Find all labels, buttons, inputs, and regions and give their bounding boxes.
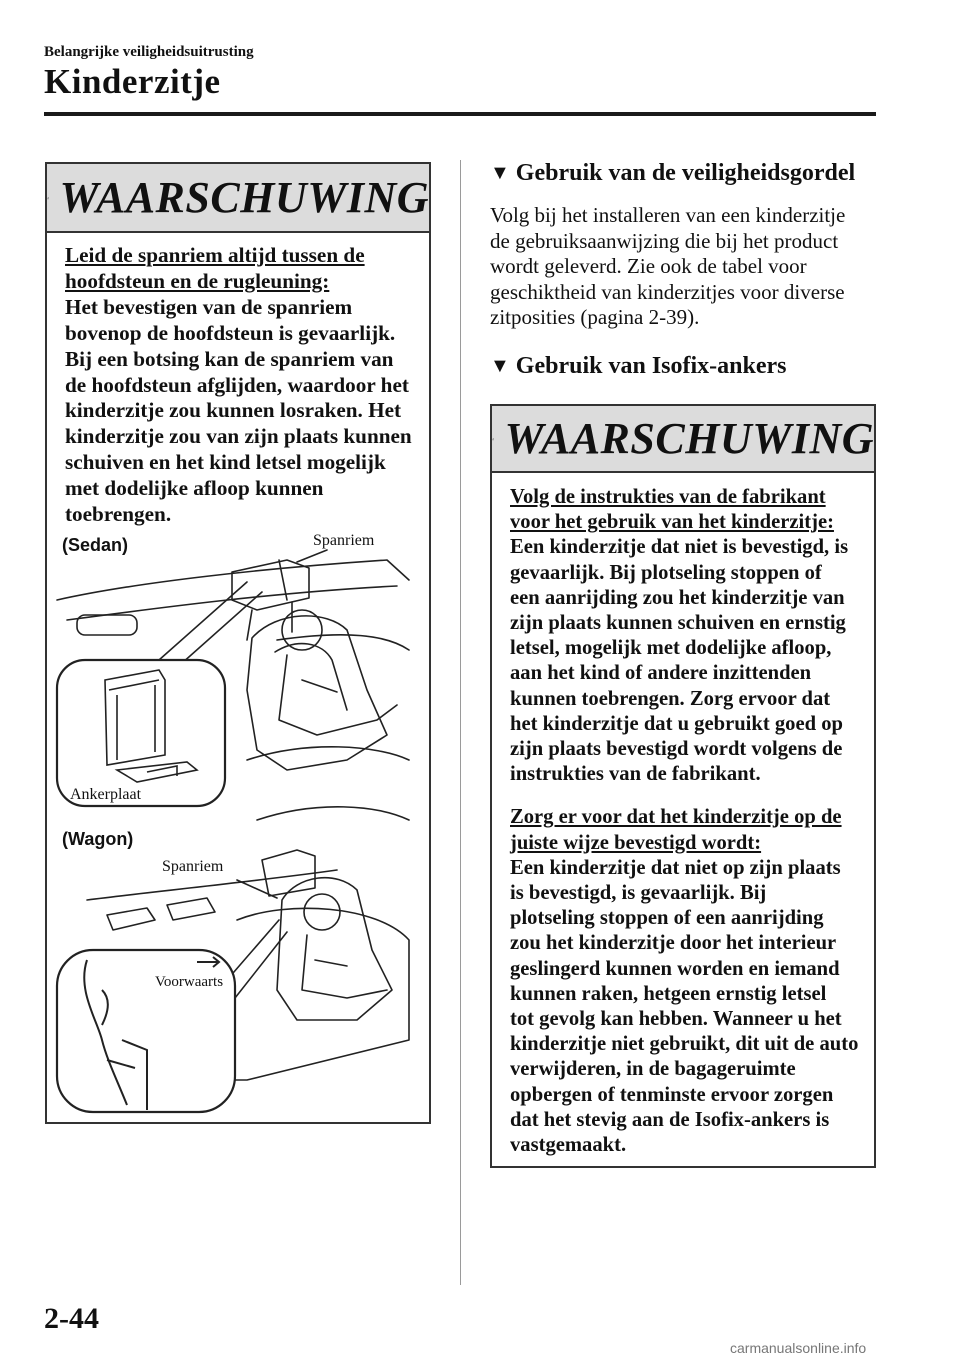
heading-text: Gebruik van de veiligheidsgordel: [515, 160, 856, 186]
warning-header: [47, 164, 429, 233]
warning-line: kinderzitje niet gebruikt, dit uit de auto: [510, 1033, 859, 1056]
warning-line: Een kinderzitje dat niet is bevestigd, is: [510, 536, 849, 559]
warning-line: plotseling stoppen of een aanrijding: [510, 907, 824, 930]
warning-line: instrukties van de fabrikant.: [510, 763, 761, 786]
warning-header: [492, 406, 874, 473]
right-warning-box: [490, 404, 876, 1168]
warning-line: gevaarlijk. Bij plotseling stoppen of: [510, 561, 822, 584]
warning-line: zou het kinderzitje door het interieur: [510, 932, 837, 955]
voorwaarts-label: Voorwaarts: [155, 974, 224, 990]
warning-line: bovenop de hoofdsteun is gevaarlijk.: [65, 320, 396, 345]
warning-line: is bevestigd, is gevaarlijk. Bij: [510, 882, 767, 905]
warning-line: tot gevolg kan hebben. Wanneer u het: [510, 1008, 842, 1031]
section-heading-seatbelt: [490, 160, 855, 187]
warning-line: aan het kind of andere inzittenden: [510, 662, 812, 685]
warning-line: vastgemaakt.: [510, 1134, 627, 1157]
section-heading-isofix: [490, 353, 787, 380]
warning-line: geslingerd kunnen worden en iemand: [510, 957, 840, 980]
warning-underlined-line: Leid de spanriem altijd tussen de: [65, 243, 365, 267]
warning-line: dat het stevig aan de Isofix-ankers is: [510, 1108, 830, 1131]
wagon-label: (Wagon): [62, 829, 134, 849]
warning-underlined-line: Zorg er voor dat het kinderzitje op de: [510, 806, 842, 829]
header-rule: [44, 112, 876, 116]
spanriem-label-sedan: Spanriem: [313, 532, 375, 549]
warning-title: WAARSCHUWING: [504, 414, 874, 463]
warning-icon: [47, 181, 49, 215]
warning-line: met dodelijke afloop kunnen: [65, 476, 324, 501]
ankerplaat-label: Ankerplaat: [70, 786, 142, 803]
warning-line: kunnen toebrengen. Zorg ervoor dat: [510, 687, 831, 710]
paragraph-line: geschiktheid van kinderzitjes voor diverse: [490, 279, 845, 304]
warning-line: Bij een botsing kan de spanriem van: [65, 346, 394, 371]
warning-line: zijn plaats kunnen schuiven en ernstig: [510, 612, 846, 635]
page-number: 2-44: [44, 1302, 99, 1335]
warning-text: [492, 473, 874, 1158]
warning-line: Een kinderzitje dat niet op zijn plaats: [510, 856, 841, 879]
warning-line: kunnen raken, hetgeen ernstig letsel: [510, 982, 827, 1005]
warning-underlined-line: juiste wijze bevestigd wordt:: [510, 831, 762, 854]
warning-gap: [510, 787, 874, 805]
warning-line: opbergen of tenminste ervoor zorgen: [510, 1083, 834, 1106]
warning-line: schuiven en het kind letsel mogelijk: [65, 450, 386, 475]
triangle-bullet-icon: ▼: [490, 355, 510, 377]
warning-title: WAARSCHUWING: [59, 173, 429, 222]
section-label: Belangrijke veiligheidsuitrusting: [44, 44, 254, 60]
triangle-bullet-icon: ▼: [490, 162, 510, 184]
child-seat-illustration: [47, 520, 429, 1120]
paragraph-line: zitposities (pagina 2-39).: [490, 305, 700, 330]
paragraph-line: de gebruiksaanwijzing die bij het product: [490, 228, 839, 253]
warning-line: kinderzitje zou van zijn plaats kunnen: [65, 424, 412, 449]
warning-line: verwijderen, in de bagageruimte: [510, 1058, 796, 1081]
warning-line: Het bevestigen van de spanriem: [65, 294, 353, 319]
warning-icon: [492, 422, 494, 456]
warning-line: zijn plaats bevestigd wordt volgens de: [510, 738, 843, 761]
warning-underlined-line: hoofdsteun en de rugleuning:: [65, 268, 330, 293]
warning-line: toebrengen.: [65, 502, 172, 527]
warning-underlined-line: Volg de instrukties van de fabrikant: [510, 486, 826, 508]
warning-text: [47, 233, 429, 528]
column-divider: [460, 160, 461, 1285]
warning-line: de hoofdsteun afglijden, waardoor het: [65, 372, 409, 397]
spanriem-label-wagon: Spanriem: [162, 858, 224, 875]
paragraph-line: Volg bij het installeren van een kinderzitje: [490, 203, 846, 227]
warning-line: letsel, mogelijk met dodelijke afloop,: [510, 637, 832, 660]
warning-line: kinderzitje zou kunnen losraken. Het: [65, 398, 402, 423]
sedan-label: (Sedan): [62, 535, 129, 555]
seatbelt-paragraph: [490, 203, 845, 331]
watermark: carmanualsonline.info: [730, 1340, 867, 1356]
page-title: Kinderzitje: [44, 62, 221, 101]
heading-text: Gebruik van Isofix-ankers: [515, 353, 787, 379]
warning-line: het kinderzitje dat u gebruikt goed op: [510, 712, 843, 735]
warning-underlined-line: voor het gebruik van het kinderzitje:: [510, 511, 834, 534]
paragraph-line: wordt geleverd. Zie ook de tabel voor: [490, 254, 807, 279]
warning-line: een aanrijding zou het kinderzitje van: [510, 586, 845, 609]
